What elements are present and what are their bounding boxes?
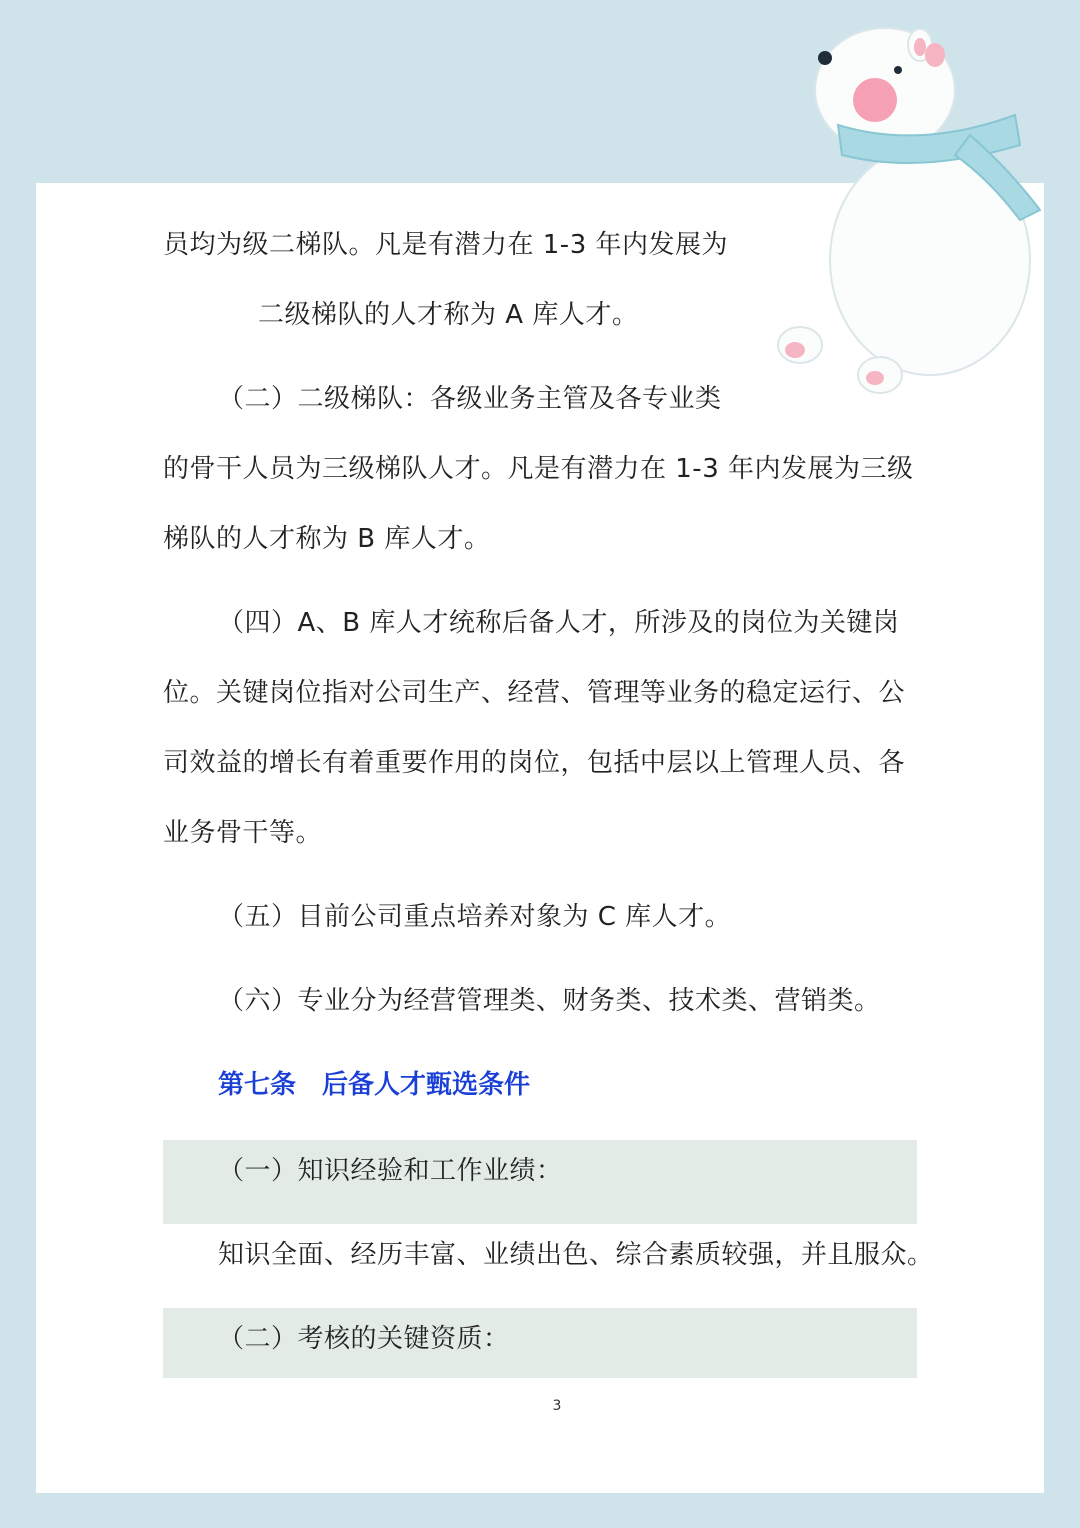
body-line: 员均为级二梯队。凡是有潜力在 1-3 年内发展为 (163, 230, 728, 260)
polar-bear-illustration (770, 10, 1060, 400)
body-line: （五）目前公司重点培养对象为 C 库人才。 (218, 902, 732, 932)
body-line: （四）A、B 库人才统称后备人才，所涉及的岗位为关键岗 (218, 608, 900, 638)
body-line: 梯队的人才称为 B 库人才。 (163, 524, 491, 554)
subsection-label: （一）知识经验和工作业绩： (218, 1156, 563, 1186)
page-number: 3 (552, 1398, 562, 1414)
body-line: 的骨干人员为三级梯队人才。凡是有潜力在 1-3 年内发展为三级 (163, 454, 914, 484)
body-line: （二）二级梯队：各级业务主管及各专业类 (218, 384, 722, 414)
body-line: 二级梯队的人才称为 A 库人才。 (258, 300, 639, 330)
body-line: 位。关键岗位指对公司生产、经营、管理等业务的稳定运行、公 (163, 678, 906, 708)
subsection-text: 知识全面、经历丰富、业绩出色、综合素质较强，并且服众。 (218, 1240, 934, 1270)
section-heading: 第七条 后备人才甄选条件 (218, 1070, 531, 1100)
body-line: 司效益的增长有着重要作用的岗位，包括中层以上管理人员、各 (163, 748, 906, 778)
subsection-label: （二）考核的关键资质： (218, 1324, 510, 1354)
body-line: （六）专业分为经营管理类、财务类、技术类、营销类。 (218, 986, 881, 1016)
body-line: 业务骨干等。 (163, 818, 323, 848)
